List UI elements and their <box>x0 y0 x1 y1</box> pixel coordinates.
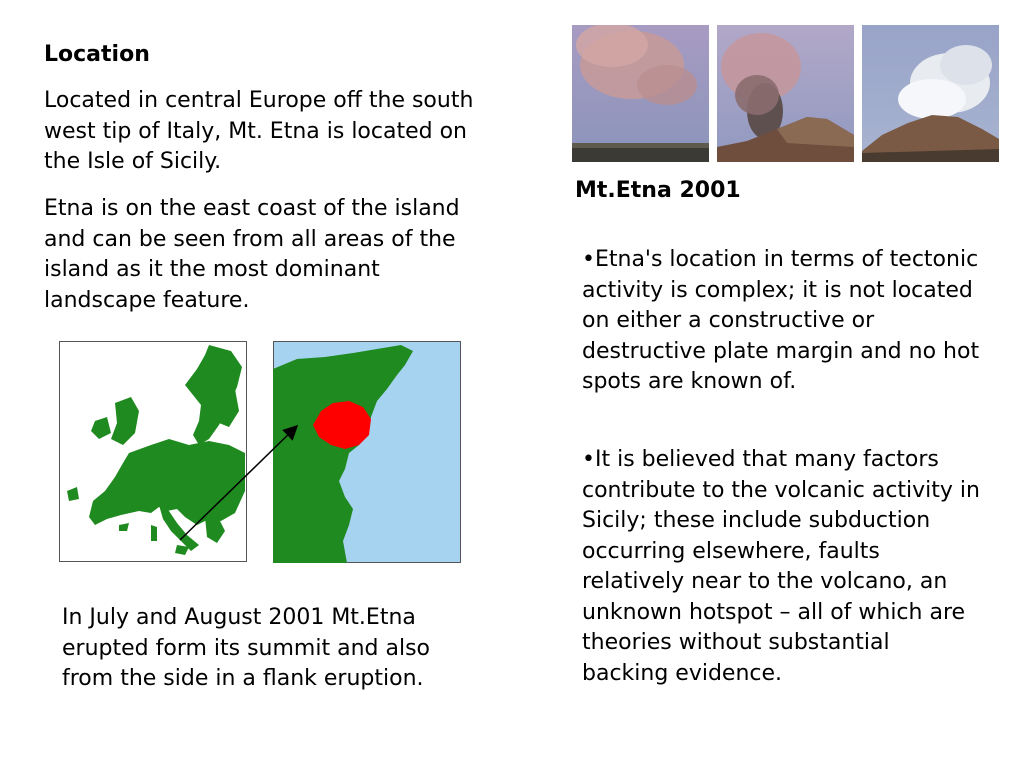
etna-photo-1 <box>572 25 709 162</box>
bullet-contributing-factors: •It is believed that many factors contribute to the volcanic activity in Sicily; these include subduction occurring elsewhere, faults relatively near to the volcano, an unknown hotspot – all of which are theories without substantial backing evidence. <box>582 447 980 686</box>
bullet-tectonic-location: •Etna's location in terms of tectonic activity is complex; it is not located on either a constructive or destructive plate margin and no hot spots are known of. <box>582 247 980 394</box>
location-paragraph-2: Etna is on the east coast of the island and can be seen from all areas of the island as it the most dominant landscape feature. <box>44 196 460 313</box>
sicily-map <box>273 341 461 563</box>
location-heading: Location <box>44 42 150 67</box>
photo-caption: Mt.Etna 2001 <box>575 178 741 203</box>
location-paragraph-1: Located in central Europe off the south west tip of Italy, Mt. Etna is located on the Isle of Sicily. <box>44 88 474 174</box>
europe-map <box>59 341 247 562</box>
etna-photo-2 <box>717 25 854 162</box>
etna-photo-3 <box>862 25 999 162</box>
eruption-note: In July and August 2001 Mt.Etna erupted form its summit and also from the side in a flank eruption. <box>62 605 430 691</box>
